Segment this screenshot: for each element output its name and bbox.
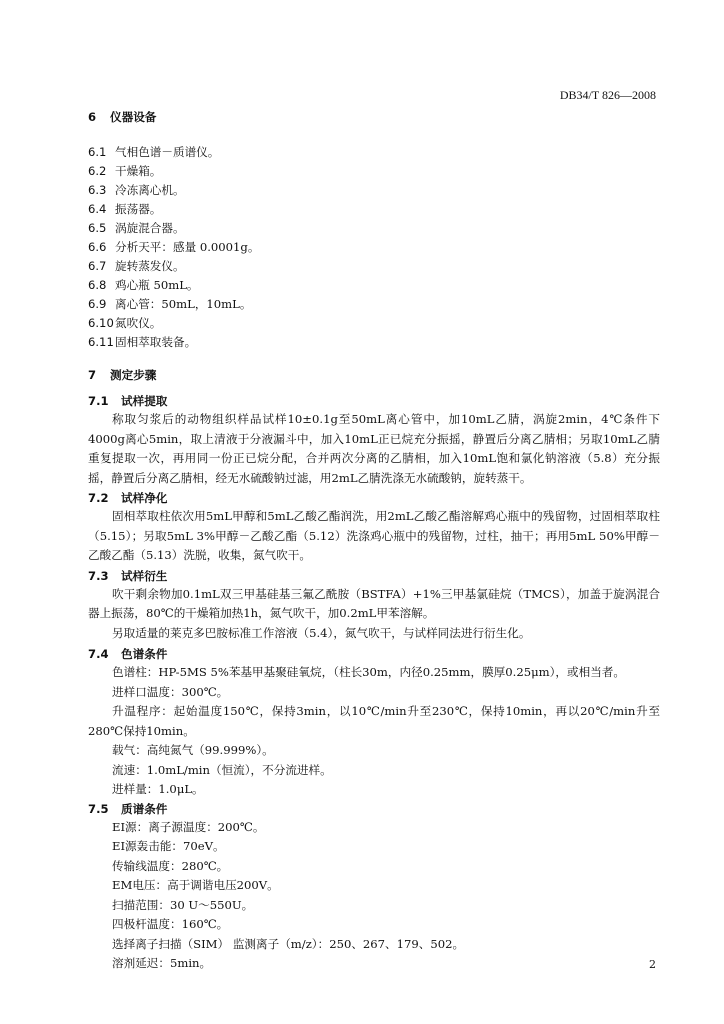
section-title: 仪器设备 <box>110 110 157 124</box>
list-item <box>88 295 660 314</box>
list-item <box>88 276 660 295</box>
section-number: 6 <box>88 110 97 124</box>
item-text: 旋转蒸发仪。 <box>115 259 185 273</box>
subsection-number: 7.1 <box>88 394 109 408</box>
item-text: 冷冻离心机。 <box>115 183 185 197</box>
ms-condition-line: 溶剂延迟：5min。 <box>112 956 212 970</box>
subsection-7-4-heading <box>88 646 660 663</box>
item-text: 气相色谱－质谱仪。 <box>115 145 220 159</box>
section-7-heading <box>88 366 660 384</box>
standard-code: DB34/T 826—2008 <box>559 88 656 102</box>
subsection-title: 质谱条件 <box>121 801 168 816</box>
list-item <box>88 181 660 200</box>
section-number: 7 <box>88 368 97 382</box>
subsection-title: 试样衍生 <box>121 568 168 583</box>
inlet-temp-line: 进样口温度：300℃。 <box>112 684 229 699</box>
ms-condition-line: EI源：离子源温度：200℃。 <box>112 819 265 834</box>
item-number: 6.5 <box>88 221 107 235</box>
item-number: 6.6 <box>88 240 107 254</box>
list-item <box>88 162 660 181</box>
item-text: 分析天平：感量 0.0001g。 <box>115 240 260 254</box>
standard-derivatization-paragraph: 另取适量的莱克多巴胺标准工作溶液（5.4），氮气吹干，与试样同法进行衍生化。 <box>112 625 531 640</box>
item-text: 振荡器。 <box>115 202 162 216</box>
carrier-gas-line: 载气：高纯氮气（99.999%）。 <box>112 743 274 757</box>
subsection-title: 试样提取 <box>121 394 168 408</box>
ms-condition-line: 传输线温度：280℃。 <box>112 858 229 873</box>
list-item <box>88 333 660 352</box>
ms-condition-line: 四极杆温度：160℃。 <box>112 917 229 931</box>
injection-volume-line: 进样量：1.0μL。 <box>112 782 204 796</box>
subsection-7-3-heading <box>88 568 660 585</box>
subsection-7-1-heading <box>88 393 660 410</box>
item-number: 6.8 <box>88 278 107 292</box>
subsection-7-2-heading <box>88 490 660 507</box>
subsection-title: 试样净化 <box>121 491 168 505</box>
item-text: 涡旋混合器。 <box>115 221 185 235</box>
flow-rate-line: 流速：1.0mL/min（恒流），不分流进样。 <box>112 762 332 777</box>
subsection-number: 7.3 <box>88 568 109 583</box>
extraction-paragraph: 称取匀浆后的动物组织样品试样10±0.1g至50mL离心管中，加10mL乙腈，涡旋2min，4℃条件下4000g离心5min，取上清液于分液漏斗中，加入10mL正已烷充分振摇，静置后分离乙腈相；另取10mL乙腈重复提取一次，再用同一份正已烷分配，合并两次分离的乙腈相，加入10mL饱和氯化钠溶液（5.8）充分振摇，静置后分离乙腈相，经无水硫酸钠过滤，用2mL乙腈洗涤无水硫酸钠，旋转蒸干。 <box>88 412 660 485</box>
subsection-number: 7.2 <box>88 491 109 505</box>
temp-program-paragraph: 升温程序：起始温度150℃，保持3min，以10℃/min升至230℃，保持10min，再以20℃/min升至280℃保持10min。 <box>88 704 660 738</box>
equipment-list <box>88 143 660 352</box>
list-item <box>88 238 660 257</box>
ms-condition-line: 扫描范围：30 U～550U。 <box>112 897 254 912</box>
ms-condition-line: 选择离子扫描（SIM） 监测离子（m/z）：250、267、179、502。 <box>112 936 465 951</box>
subsection-number: 7.5 <box>88 801 109 816</box>
item-number: 6.11 <box>88 335 114 349</box>
list-item <box>88 200 660 219</box>
page-number: 2 <box>649 958 656 971</box>
ms-condition-line: EM电压：高于调谐电压200V。 <box>112 878 279 892</box>
item-number: 6.3 <box>88 183 107 197</box>
item-number: 6.7 <box>88 259 107 273</box>
derivatization-paragraph: 吹干剩余物加0.1mL双三甲基硅基三氟乙酰胺（BSTFA）+1%三甲基氯硅烷（TMCS），加盖于旋涡混合器上振荡，80℃的干燥箱加热1h，氮气吹干，加0.2mL甲苯溶解。 <box>88 586 660 620</box>
item-text: 干燥箱。 <box>115 164 162 178</box>
column-line: 色谱柱：HP-5MS 5%苯基甲基聚硅氧烷，（柱长30m，内径0.25mm，膜厚0.25μm），或相当者。 <box>112 665 625 679</box>
list-item <box>88 219 660 238</box>
document-body <box>88 108 660 974</box>
item-text: 固相萃取装备。 <box>115 335 197 349</box>
subsection-7-5-heading <box>88 801 660 818</box>
item-number: 6.4 <box>88 202 107 216</box>
list-item <box>88 143 660 162</box>
section-title: 测定步骤 <box>110 368 157 382</box>
item-number: 6.9 <box>88 297 107 311</box>
list-item <box>88 257 660 276</box>
subsection-title: 色谱条件 <box>121 647 168 661</box>
subsection-number: 7.4 <box>88 647 109 661</box>
item-number: 6.1 <box>88 145 107 159</box>
section-6-heading <box>88 108 660 126</box>
item-text: 氮吹仪。 <box>115 316 162 330</box>
purification-paragraph: 固相萃取柱依次用5mL甲醇和5mL乙酸乙酯润洗，用2mL乙酸乙酯溶解鸡心瓶中的残留物，过固相萃取柱（5.15）；另取5mL 3%甲醇－乙酸乙酯（5.12）洗涤鸡心瓶中的残留物，过柱，抽干；再用5mL 50%甲醇－乙酸乙酯（5.13）洗脱，收集，氮气吹干。 <box>88 509 660 562</box>
item-text: 离心管：50mL，10mL。 <box>115 297 252 311</box>
item-number: 6.10 <box>88 316 114 330</box>
list-item <box>88 314 660 333</box>
item-number: 6.2 <box>88 164 107 178</box>
item-text: 鸡心瓶 50mL。 <box>115 278 199 292</box>
ms-condition-line: EI源轰击能：70eV。 <box>112 839 225 853</box>
